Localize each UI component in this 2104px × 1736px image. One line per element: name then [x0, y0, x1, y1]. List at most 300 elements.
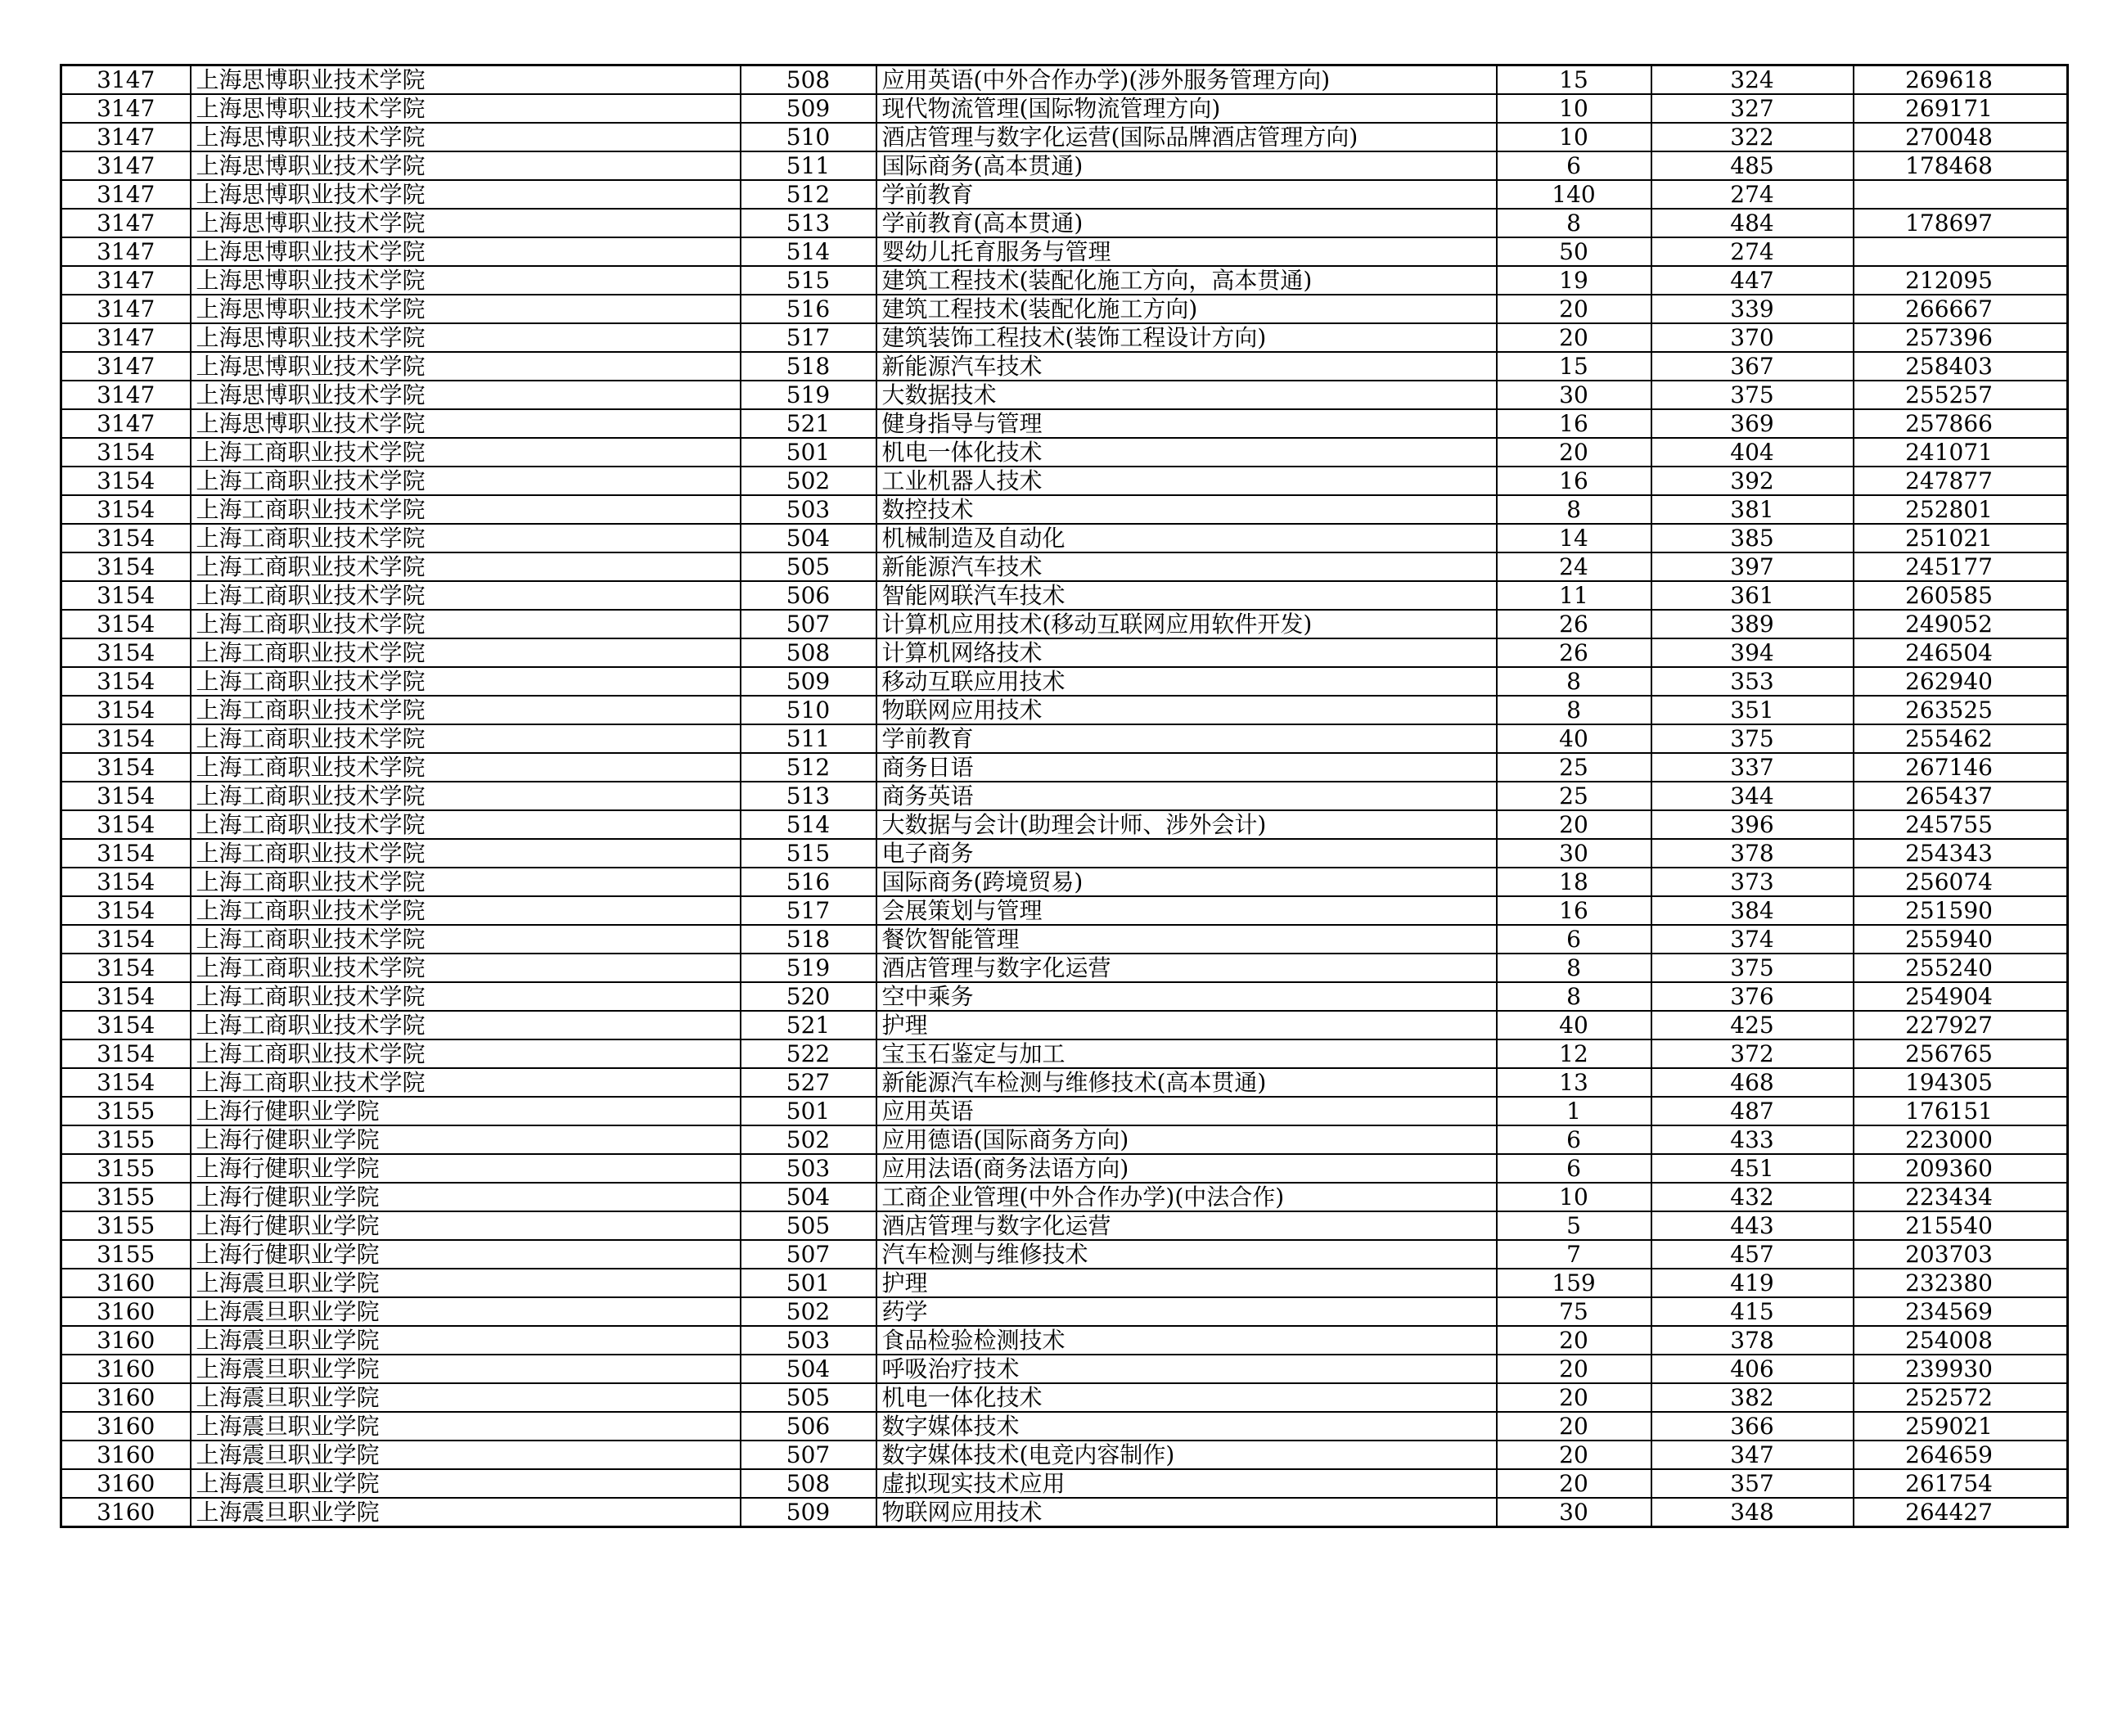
school-code-cell: 3154: [61, 925, 191, 954]
table-row: [61, 438, 2068, 467]
school-name-cell: 上海工商职业技术学院: [191, 467, 741, 495]
major-name-cell: 护理: [876, 1269, 1497, 1297]
plan-count-cell: 8: [1497, 667, 1651, 696]
min-score-cell: 406: [1651, 1355, 1854, 1383]
rank-cell: 215540: [1854, 1211, 2068, 1240]
table-row: [61, 409, 2068, 438]
plan-count-cell: 8: [1497, 495, 1651, 524]
min-score-cell: 370: [1651, 323, 1854, 352]
school-name-cell: 上海工商职业技术学院: [191, 1068, 741, 1097]
plan-count-cell: 24: [1497, 552, 1651, 581]
table-row: [61, 1441, 2068, 1469]
school-name-cell: 上海思博职业技术学院: [191, 151, 741, 180]
school-code-cell: 3160: [61, 1297, 191, 1326]
min-score-cell: 397: [1651, 552, 1854, 581]
plan-count-cell: 30: [1497, 839, 1651, 868]
rank-cell: 255462: [1854, 724, 2068, 753]
major-name-cell: 工商企业管理(中外合作办学)(中法合作): [876, 1183, 1497, 1211]
table-row: [61, 1211, 2068, 1240]
table-row: [61, 467, 2068, 495]
major-code-cell: 511: [741, 151, 876, 180]
plan-count-cell: 30: [1497, 381, 1651, 409]
major-code-cell: 508: [741, 1469, 876, 1498]
table-row: [61, 352, 2068, 381]
table-row: [61, 123, 2068, 151]
plan-count-cell: 20: [1497, 323, 1651, 352]
plan-count-cell: 25: [1497, 782, 1651, 810]
school-code-cell: 3155: [61, 1183, 191, 1211]
plan-count-cell: 5: [1497, 1211, 1651, 1240]
school-code-cell: 3154: [61, 495, 191, 524]
plan-count-cell: 14: [1497, 524, 1651, 552]
school-code-cell: 3147: [61, 209, 191, 237]
plan-count-cell: 20: [1497, 810, 1651, 839]
school-code-cell: 3154: [61, 610, 191, 638]
min-score-cell: 274: [1651, 180, 1854, 209]
school-name-cell: 上海工商职业技术学院: [191, 495, 741, 524]
table-row: [61, 782, 2068, 810]
table-row: [61, 209, 2068, 237]
rank-cell: 262940: [1854, 667, 2068, 696]
min-score-cell: 378: [1651, 839, 1854, 868]
rank-cell: 255257: [1854, 381, 2068, 409]
rank-cell: 255940: [1854, 925, 2068, 954]
school-name-cell: 上海震旦职业学院: [191, 1269, 741, 1297]
rank-cell: 269171: [1854, 94, 2068, 123]
min-score-cell: 366: [1651, 1412, 1854, 1441]
plan-count-cell: 10: [1497, 1183, 1651, 1211]
table-row: [61, 237, 2068, 266]
min-score-cell: 394: [1651, 638, 1854, 667]
school-name-cell: 上海工商职业技术学院: [191, 638, 741, 667]
plan-count-cell: 20: [1497, 1383, 1651, 1412]
min-score-cell: 347: [1651, 1441, 1854, 1469]
plan-count-cell: 11: [1497, 581, 1651, 610]
table-row: [61, 1326, 2068, 1355]
major-code-cell: 518: [741, 925, 876, 954]
major-code-cell: 512: [741, 753, 876, 782]
major-name-cell: 机械制造及自动化: [876, 524, 1497, 552]
school-code-cell: 3147: [61, 323, 191, 352]
school-code-cell: 3154: [61, 467, 191, 495]
school-code-cell: 3160: [61, 1498, 191, 1527]
table-row: [61, 1498, 2068, 1527]
major-code-cell: 504: [741, 1183, 876, 1211]
table-row: [61, 724, 2068, 753]
major-code-cell: 509: [741, 94, 876, 123]
plan-count-cell: 40: [1497, 724, 1651, 753]
school-code-cell: 3155: [61, 1154, 191, 1183]
major-name-cell: 机电一体化技术: [876, 1383, 1497, 1412]
major-code-cell: 510: [741, 696, 876, 724]
major-code-cell: 520: [741, 982, 876, 1011]
school-code-cell: 3160: [61, 1383, 191, 1412]
school-code-cell: 3160: [61, 1412, 191, 1441]
major-code-cell: 509: [741, 1498, 876, 1527]
plan-count-cell: 25: [1497, 753, 1651, 782]
major-name-cell: 电子商务: [876, 839, 1497, 868]
rank-cell: 209360: [1854, 1154, 2068, 1183]
min-score-cell: 396: [1651, 810, 1854, 839]
rank-cell: 178697: [1854, 209, 2068, 237]
plan-count-cell: 40: [1497, 1011, 1651, 1039]
major-name-cell: 健身指导与管理: [876, 409, 1497, 438]
major-name-cell: 国际商务(跨境贸易): [876, 868, 1497, 896]
school-name-cell: 上海思博职业技术学院: [191, 381, 741, 409]
min-score-cell: 425: [1651, 1011, 1854, 1039]
major-code-cell: 516: [741, 868, 876, 896]
major-code-cell: 502: [741, 1297, 876, 1326]
major-name-cell: 应用英语(中外合作办学)(涉外服务管理方向): [876, 65, 1497, 95]
rank-cell: 252801: [1854, 495, 2068, 524]
plan-count-cell: 1: [1497, 1097, 1651, 1125]
rank-cell: 245755: [1854, 810, 2068, 839]
min-score-cell: 433: [1651, 1125, 1854, 1154]
school-code-cell: 3154: [61, 438, 191, 467]
major-code-cell: 505: [741, 552, 876, 581]
major-code-cell: 502: [741, 467, 876, 495]
table-row: [61, 1125, 2068, 1154]
school-name-cell: 上海工商职业技术学院: [191, 438, 741, 467]
school-name-cell: 上海震旦职业学院: [191, 1297, 741, 1326]
min-score-cell: 274: [1651, 237, 1854, 266]
min-score-cell: 339: [1651, 295, 1854, 323]
major-code-cell: 519: [741, 954, 876, 982]
major-code-cell: 501: [741, 438, 876, 467]
major-code-cell: 513: [741, 209, 876, 237]
rank-cell: 223434: [1854, 1183, 2068, 1211]
min-score-cell: 369: [1651, 409, 1854, 438]
school-name-cell: 上海工商职业技术学院: [191, 667, 741, 696]
min-score-cell: 324: [1651, 65, 1854, 95]
plan-count-cell: 20: [1497, 1355, 1651, 1383]
table-row: [61, 1039, 2068, 1068]
table-row: [61, 381, 2068, 409]
plan-count-cell: 6: [1497, 1125, 1651, 1154]
rank-cell: 251021: [1854, 524, 2068, 552]
rank-cell: 245177: [1854, 552, 2068, 581]
plan-count-cell: 15: [1497, 65, 1651, 95]
major-name-cell: 商务英语: [876, 782, 1497, 810]
plan-count-cell: 10: [1497, 123, 1651, 151]
school-code-cell: 3154: [61, 696, 191, 724]
table-row: [61, 1097, 2068, 1125]
major-code-cell: 506: [741, 1412, 876, 1441]
school-code-cell: 3147: [61, 237, 191, 266]
school-name-cell: 上海震旦职业学院: [191, 1469, 741, 1498]
school-name-cell: 上海工商职业技术学院: [191, 724, 741, 753]
school-code-cell: 3147: [61, 266, 191, 295]
school-name-cell: 上海工商职业技术学院: [191, 982, 741, 1011]
rank-cell: 260585: [1854, 581, 2068, 610]
rank-cell: 265437: [1854, 782, 2068, 810]
school-code-cell: 3155: [61, 1125, 191, 1154]
plan-count-cell: 12: [1497, 1039, 1651, 1068]
rank-cell: 249052: [1854, 610, 2068, 638]
school-code-cell: 3147: [61, 381, 191, 409]
plan-count-cell: 20: [1497, 295, 1651, 323]
school-code-cell: 3154: [61, 954, 191, 982]
table-row: [61, 868, 2068, 896]
major-name-cell: 机电一体化技术: [876, 438, 1497, 467]
school-name-cell: 上海工商职业技术学院: [191, 925, 741, 954]
table-row: [61, 1355, 2068, 1383]
rank-cell: 257396: [1854, 323, 2068, 352]
min-score-cell: 351: [1651, 696, 1854, 724]
plan-count-cell: 16: [1497, 896, 1651, 925]
school-name-cell: 上海工商职业技术学院: [191, 1011, 741, 1039]
plan-count-cell: 20: [1497, 1412, 1651, 1441]
plan-count-cell: 10: [1497, 94, 1651, 123]
plan-count-cell: 6: [1497, 925, 1651, 954]
school-name-cell: 上海震旦职业学院: [191, 1412, 741, 1441]
major-name-cell: 酒店管理与数字化运营: [876, 1211, 1497, 1240]
table-row: [61, 65, 2068, 95]
rank-cell: 234569: [1854, 1297, 2068, 1326]
rank-cell: 256765: [1854, 1039, 2068, 1068]
table-row: [61, 552, 2068, 581]
rank-cell: 239930: [1854, 1355, 2068, 1383]
school-name-cell: 上海行健职业学院: [191, 1240, 741, 1269]
school-name-cell: 上海思博职业技术学院: [191, 237, 741, 266]
min-score-cell: 382: [1651, 1383, 1854, 1412]
table-row: [61, 323, 2068, 352]
school-code-cell: 3154: [61, 581, 191, 610]
major-name-cell: 物联网应用技术: [876, 1498, 1497, 1527]
table-row: [61, 896, 2068, 925]
rank-cell: [1854, 180, 2068, 209]
school-name-cell: 上海工商职业技术学院: [191, 581, 741, 610]
major-code-cell: 505: [741, 1383, 876, 1412]
table-row: [61, 696, 2068, 724]
major-name-cell: 婴幼儿托育服务与管理: [876, 237, 1497, 266]
major-name-cell: 新能源汽车技术: [876, 552, 1497, 581]
major-code-cell: 518: [741, 352, 876, 381]
min-score-cell: 372: [1651, 1039, 1854, 1068]
rank-cell: 264427: [1854, 1498, 2068, 1527]
school-name-cell: 上海行健职业学院: [191, 1183, 741, 1211]
school-code-cell: 3154: [61, 1039, 191, 1068]
major-code-cell: 514: [741, 237, 876, 266]
school-name-cell: 上海行健职业学院: [191, 1125, 741, 1154]
min-score-cell: 376: [1651, 982, 1854, 1011]
major-name-cell: 数控技术: [876, 495, 1497, 524]
major-name-cell: 汽车检测与维修技术: [876, 1240, 1497, 1269]
table-row: [61, 1240, 2068, 1269]
major-code-cell: 508: [741, 638, 876, 667]
school-name-cell: 上海行健职业学院: [191, 1211, 741, 1240]
major-name-cell: 大数据技术: [876, 381, 1497, 409]
major-name-cell: 学前教育: [876, 180, 1497, 209]
min-score-cell: 468: [1651, 1068, 1854, 1097]
table-row: [61, 1068, 2068, 1097]
major-code-cell: 505: [741, 1211, 876, 1240]
min-score-cell: 447: [1651, 266, 1854, 295]
plan-count-cell: 75: [1497, 1297, 1651, 1326]
school-code-cell: 3147: [61, 352, 191, 381]
table-row: [61, 1154, 2068, 1183]
plan-count-cell: 26: [1497, 638, 1651, 667]
plan-count-cell: 8: [1497, 209, 1651, 237]
table-row: [61, 638, 2068, 667]
plan-count-cell: 8: [1497, 954, 1651, 982]
plan-count-cell: 30: [1497, 1498, 1651, 1527]
min-score-cell: 485: [1651, 151, 1854, 180]
min-score-cell: 374: [1651, 925, 1854, 954]
table-row: [61, 667, 2068, 696]
school-name-cell: 上海行健职业学院: [191, 1097, 741, 1125]
table-row: [61, 954, 2068, 982]
major-name-cell: 学前教育(高本贯通): [876, 209, 1497, 237]
major-name-cell: 建筑工程技术(装配化施工方向，高本贯通): [876, 266, 1497, 295]
major-code-cell: 502: [741, 1125, 876, 1154]
school-name-cell: 上海工商职业技术学院: [191, 810, 741, 839]
table-row: [61, 180, 2068, 209]
major-name-cell: 护理: [876, 1011, 1497, 1039]
min-score-cell: 353: [1651, 667, 1854, 696]
min-score-cell: 357: [1651, 1469, 1854, 1498]
plan-count-cell: 20: [1497, 438, 1651, 467]
plan-count-cell: 6: [1497, 151, 1651, 180]
major-code-cell: 513: [741, 782, 876, 810]
plan-count-cell: 8: [1497, 696, 1651, 724]
min-score-cell: 348: [1651, 1498, 1854, 1527]
table-row: [61, 524, 2068, 552]
major-code-cell: 515: [741, 839, 876, 868]
major-code-cell: 503: [741, 1154, 876, 1183]
plan-count-cell: 20: [1497, 1469, 1651, 1498]
table-row: [61, 810, 2068, 839]
rank-cell: 269618: [1854, 65, 2068, 95]
school-name-cell: 上海思博职业技术学院: [191, 180, 741, 209]
min-score-cell: 392: [1651, 467, 1854, 495]
table-row: [61, 925, 2068, 954]
major-name-cell: 建筑装饰工程技术(装饰工程设计方向): [876, 323, 1497, 352]
min-score-cell: 381: [1651, 495, 1854, 524]
major-code-cell: 517: [741, 323, 876, 352]
plan-count-cell: 140: [1497, 180, 1651, 209]
min-score-cell: 344: [1651, 782, 1854, 810]
min-score-cell: 451: [1651, 1154, 1854, 1183]
school-code-cell: 3154: [61, 1011, 191, 1039]
plan-count-cell: 13: [1497, 1068, 1651, 1097]
rank-cell: 251590: [1854, 896, 2068, 925]
major-code-cell: 507: [741, 1441, 876, 1469]
major-code-cell: 501: [741, 1097, 876, 1125]
school-name-cell: 上海震旦职业学院: [191, 1498, 741, 1527]
major-name-cell: 计算机网络技术: [876, 638, 1497, 667]
table-row: [61, 581, 2068, 610]
school-name-cell: 上海思博职业技术学院: [191, 123, 741, 151]
min-score-cell: 337: [1651, 753, 1854, 782]
rank-cell: 263525: [1854, 696, 2068, 724]
major-name-cell: 国际商务(高本贯通): [876, 151, 1497, 180]
major-name-cell: 大数据与会计(助理会计师、涉外会计): [876, 810, 1497, 839]
plan-count-cell: 50: [1497, 237, 1651, 266]
major-code-cell: 512: [741, 180, 876, 209]
major-code-cell: 508: [741, 65, 876, 95]
school-code-cell: 3155: [61, 1211, 191, 1240]
school-name-cell: 上海思博职业技术学院: [191, 323, 741, 352]
major-name-cell: 应用德语(国际商务方向): [876, 1125, 1497, 1154]
table-row: [61, 1011, 2068, 1039]
plan-count-cell: 16: [1497, 409, 1651, 438]
major-name-cell: 现代物流管理(国际物流管理方向): [876, 94, 1497, 123]
school-name-cell: 上海思博职业技术学院: [191, 266, 741, 295]
rank-cell: 223000: [1854, 1125, 2068, 1154]
plan-count-cell: 15: [1497, 352, 1651, 381]
major-name-cell: 食品检验检测技术: [876, 1326, 1497, 1355]
major-name-cell: 酒店管理与数字化运营: [876, 954, 1497, 982]
major-name-cell: 学前教育: [876, 724, 1497, 753]
major-name-cell: 计算机应用技术(移动互联网应用软件开发): [876, 610, 1497, 638]
school-code-cell: 3154: [61, 638, 191, 667]
major-code-cell: 507: [741, 610, 876, 638]
rank-cell: 266667: [1854, 295, 2068, 323]
major-name-cell: 商务日语: [876, 753, 1497, 782]
school-name-cell: 上海工商职业技术学院: [191, 1039, 741, 1068]
plan-count-cell: 19: [1497, 266, 1651, 295]
major-name-cell: 应用英语: [876, 1097, 1497, 1125]
rank-cell: 254008: [1854, 1326, 2068, 1355]
table-row: [61, 982, 2068, 1011]
major-code-cell: 515: [741, 266, 876, 295]
min-score-cell: 327: [1651, 94, 1854, 123]
rank-cell: 270048: [1854, 123, 2068, 151]
rank-cell: 247877: [1854, 467, 2068, 495]
major-name-cell: 物联网应用技术: [876, 696, 1497, 724]
min-score-cell: 385: [1651, 524, 1854, 552]
school-name-cell: 上海工商职业技术学院: [191, 868, 741, 896]
major-name-cell: 新能源汽车技术: [876, 352, 1497, 381]
rank-cell: 176151: [1854, 1097, 2068, 1125]
major-code-cell: 522: [741, 1039, 876, 1068]
major-name-cell: 工业机器人技术: [876, 467, 1497, 495]
major-name-cell: 虚拟现实技术应用: [876, 1469, 1497, 1498]
rank-cell: 254343: [1854, 839, 2068, 868]
major-name-cell: 空中乘务: [876, 982, 1497, 1011]
major-code-cell: 501: [741, 1269, 876, 1297]
school-name-cell: 上海震旦职业学院: [191, 1355, 741, 1383]
school-name-cell: 上海工商职业技术学院: [191, 839, 741, 868]
major-code-cell: 516: [741, 295, 876, 323]
major-code-cell: 503: [741, 495, 876, 524]
major-name-cell: 宝玉石鉴定与加工: [876, 1039, 1497, 1068]
table-row: [61, 94, 2068, 123]
major-code-cell: 504: [741, 524, 876, 552]
rank-cell: 194305: [1854, 1068, 2068, 1097]
rank-cell: 212095: [1854, 266, 2068, 295]
min-score-cell: 375: [1651, 954, 1854, 982]
plan-count-cell: 26: [1497, 610, 1651, 638]
school-code-cell: 3147: [61, 409, 191, 438]
school-name-cell: 上海震旦职业学院: [191, 1326, 741, 1355]
major-code-cell: 506: [741, 581, 876, 610]
major-name-cell: 数字媒体技术(电竞内容制作): [876, 1441, 1497, 1469]
school-name-cell: 上海思博职业技术学院: [191, 409, 741, 438]
school-code-cell: 3154: [61, 868, 191, 896]
table-row: [61, 1183, 2068, 1211]
min-score-cell: 484: [1651, 209, 1854, 237]
min-score-cell: 361: [1651, 581, 1854, 610]
min-score-cell: 373: [1651, 868, 1854, 896]
rank-cell: 267146: [1854, 753, 2068, 782]
rank-cell: 246504: [1854, 638, 2068, 667]
school-code-cell: 3160: [61, 1355, 191, 1383]
table-row: [61, 495, 2068, 524]
min-score-cell: 432: [1651, 1183, 1854, 1211]
major-code-cell: 521: [741, 409, 876, 438]
